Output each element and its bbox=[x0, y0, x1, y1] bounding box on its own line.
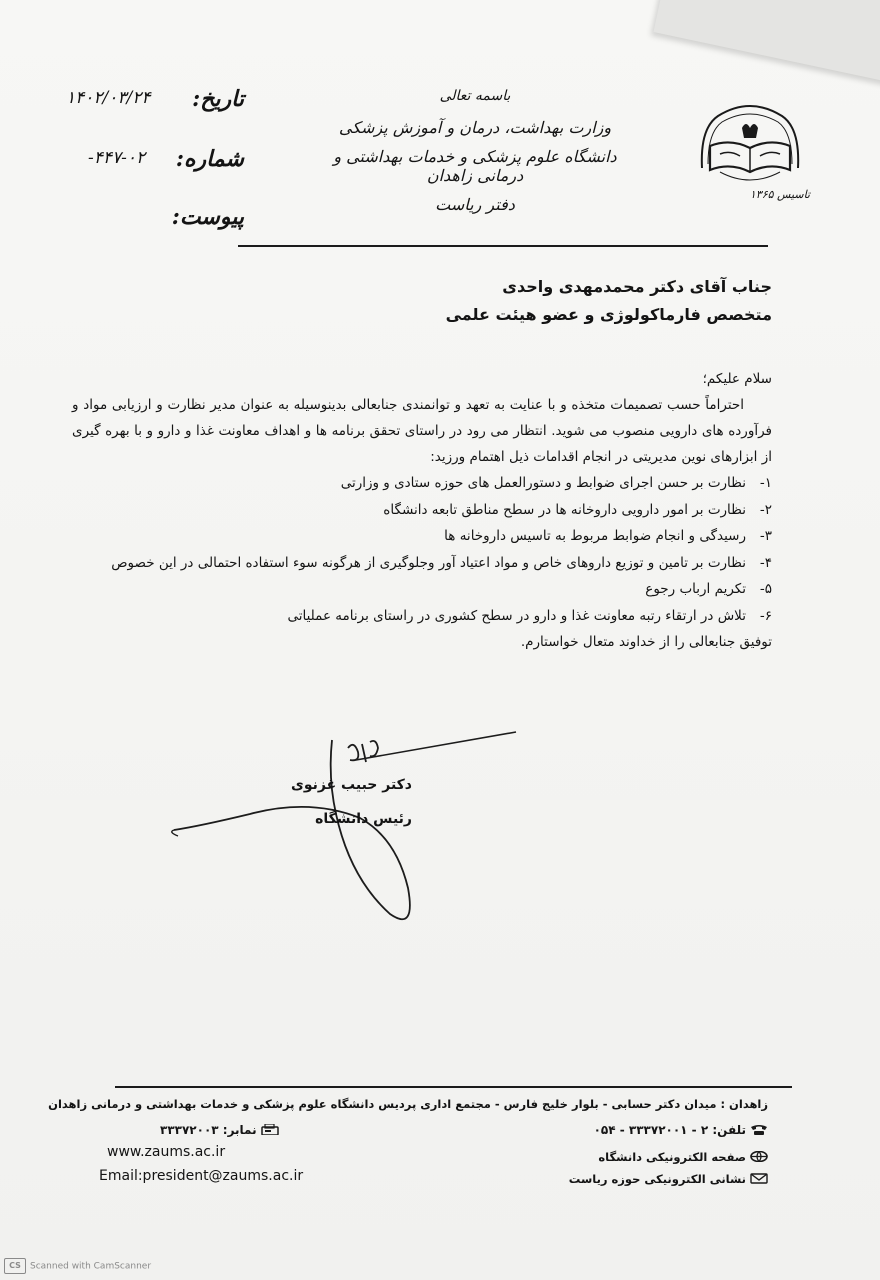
list-item-text: تکریم ارباب رجوع bbox=[645, 581, 746, 597]
number-value: ۴۴۷-۰۲- bbox=[88, 148, 146, 168]
number-label: شماره: bbox=[175, 146, 244, 172]
website-label bbox=[598, 1150, 768, 1164]
signer-name: دکتر حبیب غزنوی bbox=[291, 777, 412, 793]
signer-block bbox=[291, 768, 412, 836]
footer-address: زاهدان : میدان دکتر حسابی - بلوار خلیج فارس - مجتمع اداری پردیس دانشگاه علوم پزشکی و خدمات بهداشتی و درمانی زاهدان bbox=[48, 1097, 768, 1111]
duties-list bbox=[72, 470, 772, 629]
scanner-watermark bbox=[4, 1258, 151, 1274]
portal-label bbox=[569, 1172, 768, 1186]
list-item-number: ۳- bbox=[759, 528, 772, 544]
list-item bbox=[72, 550, 772, 577]
footer-rule bbox=[115, 1086, 792, 1088]
list-item-text: تلاش در ارتقاء رتبه معاونت غذا و دارو در سطح کشوری در راستای برنامه عملیاتی bbox=[287, 607, 746, 624]
list-item-number: ۵- bbox=[759, 581, 772, 597]
ministry-name: وزارت بهداشت، درمان و آموزش پزشکی bbox=[338, 118, 612, 137]
list-item-number: ۱- bbox=[759, 475, 772, 491]
addressee-title: متخصص فارماکولوژی و عضو هیئت علمی bbox=[445, 305, 772, 324]
date-label: تاریخ: bbox=[192, 86, 244, 112]
office-name: دفتر ریاست bbox=[435, 195, 515, 214]
list-item-text: نظارت بر حسن اجرای ضوابط و دستورالعمل های حوزه ستادی و وزارتی bbox=[340, 475, 746, 491]
closing-line: توفیق جنابعالی را از خداوند متعال خواستارم. bbox=[520, 634, 772, 650]
phone-text: تلفن: ۲ - ۳۳۳۷۲۰۰۱ - ۰۵۴ bbox=[593, 1123, 746, 1137]
attachment-label: پیوست: bbox=[171, 204, 244, 230]
portal-label-text: نشانی الکترونیکی حوزه ریاست bbox=[568, 1172, 746, 1186]
letterhead-center bbox=[330, 88, 620, 214]
intro-paragraph: احتراماً حسب تصمیمات متخذه و با عنایت به تعهد و توانمندی جنابعالی بدینوسیله به عنوان مدیر نظارت و ارزیابی مواد و فرآورده های دارویی منصوب می شوید. انتظار می رود در راستای تحقق برنامه ها و اهداف معاونت غذا و دارو و با بهره گیری از ابزارهای نوین مدیریتی در انجام اقدامات ذیل اهتمام ورزید: bbox=[72, 397, 772, 465]
letter-body bbox=[72, 366, 772, 655]
fax-icon bbox=[261, 1124, 279, 1135]
list-item-text: رسیدگی و انجام ضوابط مربوط به تاسیس داروخانه ها bbox=[444, 528, 746, 544]
camscanner-badge: CS bbox=[4, 1258, 26, 1274]
phone-icon bbox=[750, 1124, 768, 1135]
university-logo bbox=[690, 98, 810, 198]
fax-text: نمابر: ۳۳۳۷۲۰۰۳ bbox=[160, 1123, 257, 1137]
basmala: باسمه تعالی bbox=[439, 88, 511, 104]
list-item-number: ۲- bbox=[759, 501, 772, 518]
addressee-block bbox=[172, 273, 772, 329]
footer-phone bbox=[594, 1123, 768, 1137]
list-item-text: نظارت بر امور دارویی داروخانه ها در سطح مناطق تابعه دانشگاه bbox=[383, 501, 746, 518]
list-item bbox=[72, 603, 772, 630]
list-item bbox=[72, 576, 772, 603]
list-item-number: ۶- bbox=[759, 607, 772, 624]
addressee-name: جناب آقای دکتر محمدمهدی واحدی bbox=[502, 277, 772, 296]
website-label-text: صفحه الکترونیکی دانشگاه bbox=[598, 1150, 746, 1164]
list-item bbox=[72, 523, 772, 550]
footer-fax bbox=[160, 1123, 279, 1137]
list-item bbox=[72, 497, 772, 524]
date-value: ۱۴۰۲/۰۳/۲۴ bbox=[66, 88, 151, 108]
page-corner-fold bbox=[653, 0, 880, 86]
list-item-number: ۴- bbox=[759, 554, 772, 571]
website-url[interactable]: www.zaums.ac.ir bbox=[107, 1144, 226, 1160]
greeting: سلام علیکم؛ bbox=[702, 371, 772, 387]
header-rule bbox=[238, 245, 768, 247]
globe-icon bbox=[750, 1151, 768, 1162]
university-name: دانشگاه علوم پزشکی و خدمات بهداشتی و درمانی زاهدان bbox=[333, 147, 617, 185]
signer-title: رئیس دانشگاه bbox=[315, 811, 412, 827]
watermark-text: Scanned with CamScanner bbox=[30, 1261, 152, 1272]
email-address[interactable]: Email:president@zaums.ac.ir bbox=[99, 1168, 304, 1184]
list-item-text: نظارت بر تامین و توزیع داروهای خاص و مواد اعتیاد آور وجلوگیری از هرگونه سوء استفاده احتمالی در این خصوص bbox=[111, 554, 746, 571]
mail-icon bbox=[750, 1173, 768, 1184]
list-item bbox=[72, 470, 772, 497]
logo-founding-year: تاسیس ۱۳۶۵ bbox=[749, 188, 810, 201]
